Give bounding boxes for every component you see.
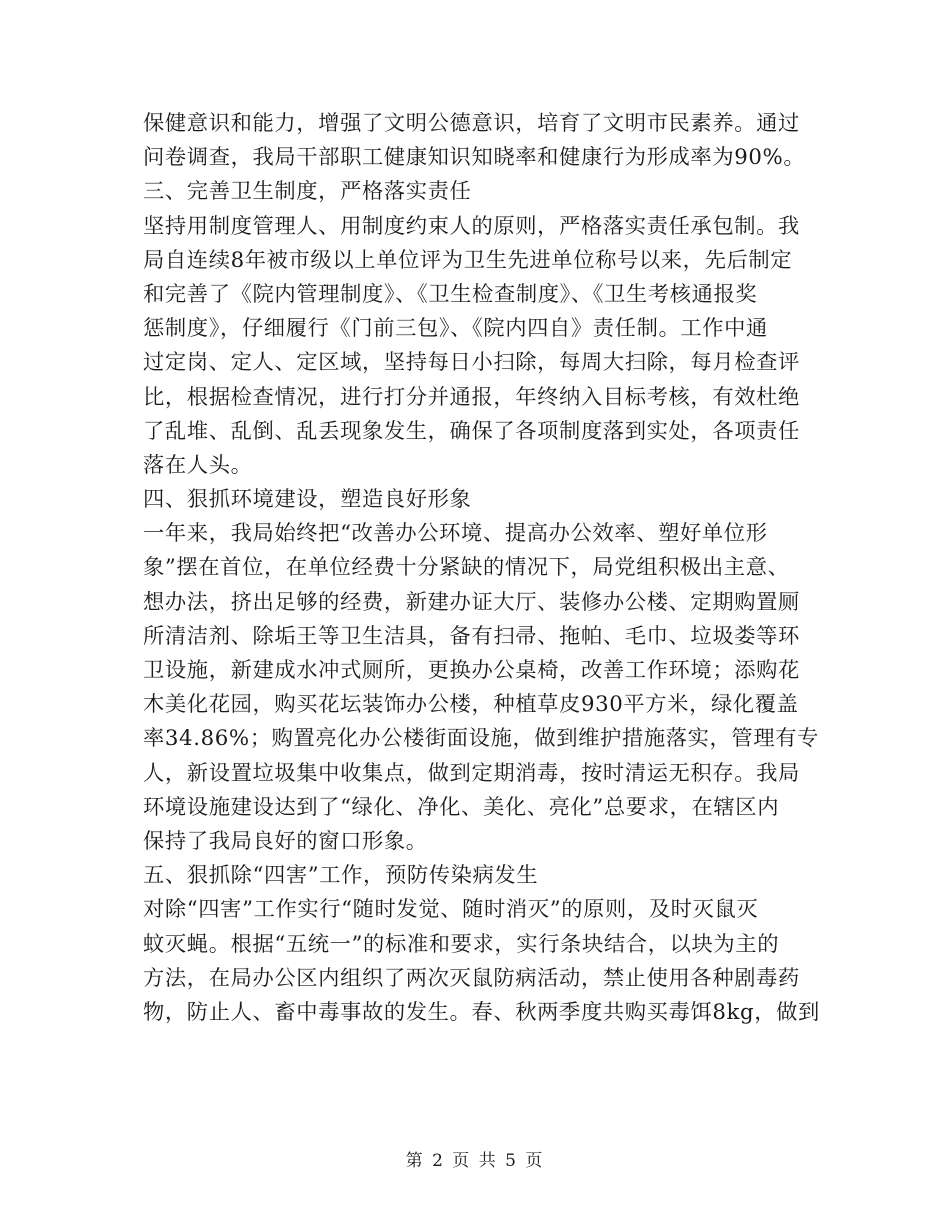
body-line: 局自连续8年被市级以上单位评为卫生先进单位称号以来，先后制定 bbox=[143, 247, 793, 273]
section-heading: 三、完善卫生制度，严格落实责任 bbox=[143, 179, 472, 205]
body-line: 木美化花园，购买花坛装饰办公楼，种植草皮930平方米，绿化覆盖 bbox=[143, 692, 799, 718]
body-line: 坚持用制度管理人、用制度约束人的原则，严格落实责任承包制。我 bbox=[143, 213, 800, 239]
body-line: 方法，在局办公区内组织了两次灭鼠防病活动，禁止使用各种剧毒药 bbox=[143, 965, 800, 991]
body-line: 卫设施，新建成水冲式厕所，更换办公桌椅，改善工作环境；添购花 bbox=[143, 658, 800, 683]
body-line: 人，新设置垃圾集中收集点，做到定期消毒，按时清运无积存。我局 bbox=[143, 760, 800, 786]
body-line: 象”摆在首位，在单位经费十分紧缺的情况下，局党组积极出主意、 bbox=[143, 555, 790, 581]
body-line: 过定岗、定人、定区域，坚持每日小扫除，每周大扫除，每月检查评 bbox=[143, 350, 800, 376]
body-line: 了乱堆、乱倒、乱丢现象发生，确保了各项制度落到实处，各项责任 bbox=[143, 418, 800, 444]
body-line: 率34.86%；购置亮化办公楼街面设施，做到维护措施落实，管理有专 bbox=[143, 726, 820, 752]
document-body bbox=[143, 107, 820, 1030]
body-line: 物，防止人、畜中毒事故的发生。春、秋两季度共购买毒饵8kg，做到 bbox=[143, 999, 820, 1025]
body-line: 和完善了《院内管理制度》、《卫生检查制度》、《卫生考核通报奖 bbox=[143, 281, 758, 307]
body-line: 保持了我局良好的窗口形象。 bbox=[143, 828, 428, 854]
body-line: 保健意识和能力，增强了文明公德意识，培育了文明市民素养。通过 bbox=[143, 111, 800, 136]
body-line: 蚊灭蝇。根据“五统一”的标准和要求，实行条块结合，以块为主的 bbox=[143, 931, 780, 957]
body-line: 环境设施建设达到了“绿化、净化、美化、亮化”总要求，在辖区内 bbox=[143, 794, 780, 820]
body-line: 惩制度》，仔细履行《门前三包》、《院内四自》责任制。工作中通 bbox=[143, 316, 768, 342]
body-line: 对除“四害”工作实行“随时发觉、随时消灭”的原则，及时灭鼠灭 bbox=[143, 897, 759, 923]
page-footer bbox=[0, 1150, 950, 1172]
body-line: 问卷调查，我局干部职工健康知识知晓率和健康行为形成率为90%。 bbox=[143, 145, 806, 171]
body-line: 想办法，挤出足够的经费，新建办证大厅、装修办公楼、定期购置厕 bbox=[143, 589, 800, 615]
body-line: 所清洁剂、除垢王等卫生洁具，备有扫帚、拖帕、毛巾、垃圾娄等环 bbox=[143, 623, 800, 649]
body-line: 一年来，我局始终把“改善办公环境、提高办公效率、塑好单位形 bbox=[143, 521, 768, 547]
section-heading: 五、狠抓除“四害”工作，预防传染病发生 bbox=[143, 863, 539, 889]
body-line: 比，根据检查情况，进行打分并通报，年终纳入目标考核，有效杜绝 bbox=[143, 384, 800, 410]
section-heading: 四、狠抓环境建设，塑造良好形象 bbox=[143, 487, 472, 513]
page-number-label: 第 2 页 共 5 页 bbox=[405, 1151, 545, 1171]
body-line: 落在人头。 bbox=[143, 452, 253, 478]
